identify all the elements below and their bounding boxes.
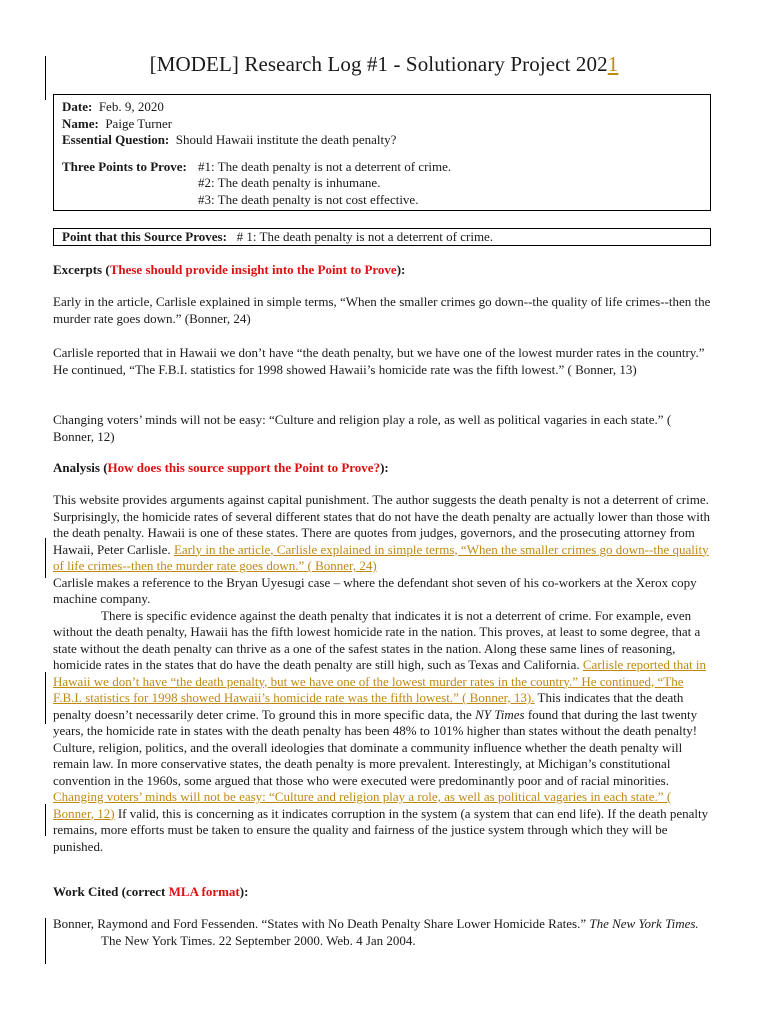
works-cited-entry: Bonner, Raymond and Ford Fessenden. “States with No Death Penalty Share Lower Homicide Rates.” The New York Times. The New York Times. 22 September 2000. Web. 4 Jan 2004. xyxy=(53,916,699,948)
name-value: Paige Turner xyxy=(105,115,173,131)
source-point-label: Point that this Source Proves: xyxy=(62,229,227,244)
excerpt-item: Changing voters’ minds will not be easy: “Culture and religion play a role, as well as political vagaries in each state.” ( Bonner, 12) xyxy=(53,412,672,444)
essential-question-label: Essential Question: xyxy=(62,132,170,147)
date-label: Date: xyxy=(62,99,93,114)
change-bar xyxy=(45,672,46,724)
analysis-heading: Analysis (How does this source support the Point to Prove?): xyxy=(53,460,389,475)
excerpt-item: Carlisle reported that in Hawaii we don’t have “the death penalty, but we have one of the lowest murder rates in the country.” He continued, “The F.B.I. statistics for 1998 showed Hawaii’s homicide rate was the fifth lowest.” ( Bonner, 13) xyxy=(53,345,705,377)
title-accent: 1 xyxy=(607,52,619,76)
works-cited-heading: Work Cited (correct MLA format): xyxy=(53,884,249,899)
analysis-paragraph: Carlisle makes a reference to the Bryan Uyesugi case – where the defendant shot seven of his co-workers at the Xerox copy machine company. xyxy=(53,574,697,606)
name-label: Name: xyxy=(62,115,99,131)
excerpt-item: Early in the article, Carlisle explained in simple terms, “When the smaller crimes go down--the quality of life crimes--then the murder rate goes down.” (Bonner, 24) xyxy=(53,294,711,326)
analysis-paragraph: There is specific evidence against the death penalty that indicates it is not a deterrent of crime. For example, even without the death penalty, Hawaii has the fifth lowest homicide rate in the nation. This proves, at least to some degree, that a state without the death penalty can thrive as a one of the safest states in the nation. Along these same lines of reasoning, homicide rates in the states that do have the death penalty are still high, such as Texas and California. Carlisle reported that in Hawaii we don’t have “the death penalty, but we have one of the lowest murder rates in the country.” He continued, “The F.B.I. statistics for 1998 showed Hawaii’s homicide rate was the fifth lowest.” ( Bonner, 13). This indicates that the death penalty doesn’t necessarily deter crime. To ground this in more specific data, the NY Times found that during the last twenty years, the homicide rate in states with the death penalty has been 48% to 101% higher than states without the death penalty! xyxy=(53,607,706,738)
info-box xyxy=(53,94,711,211)
source-point-box xyxy=(53,228,711,246)
point-item: #1: The death penalty is not a deterrent of crime. xyxy=(198,158,452,174)
essential-question-value: Should Hawaii institute the death penalty? xyxy=(175,132,397,147)
analysis-body xyxy=(53,492,713,855)
page-title xyxy=(0,52,768,77)
change-bar xyxy=(45,538,46,578)
analysis-paragraph: This website provides arguments against capital punishment. The author suggests the death penalty is not a deterrent of crime. Surprisingly, the homicide rates of several different states that do not have the death penalty are actually lower than those with the death penalty. Hawaii is one of these states. There are quotes from judges, governors, and the prosecuting attorney from Hawaii, Peter Carlisle. Early in the article, Carlisle explained in simple terms, “When the smaller crimes go down--the quality of life crimes--then the murder rate goes down.” ( Bonner, 24) xyxy=(53,492,711,573)
change-bar xyxy=(45,918,46,964)
source-point-value: # 1: The death penalty is not a deterrent of crime. xyxy=(236,229,494,244)
point-item: #2: The death penalty is inhumane. xyxy=(198,175,381,190)
change-bar xyxy=(45,804,46,836)
points-label: Three Points to Prove: xyxy=(62,158,187,174)
highlighted-quote: Carlisle reported that in Hawaii we don’t have “the death penalty, but we have one of the lowest murder rates in the country.” He continued, “The F.B.I. statistics for 1998 showed Hawaii’s homicide rate was the fifth lowest.” ( Bonner, 13). xyxy=(53,657,706,705)
title-text: [MODEL] Research Log #1 - Solutionary Project 202 xyxy=(149,52,608,76)
point-item: #3: The death penalty is not cost effective. xyxy=(198,191,419,207)
highlighted-quote: Changing voters’ minds will not be easy: “Culture and religion play a role, as well as political vagaries in each state.” ( Bonner, 12) xyxy=(53,789,672,821)
highlighted-quote: Early in the article, Carlisle explained in simple terms, “When the smaller crimes go down--the quality of life crimes--then the murder rate goes down.” ( Bonner, 24) xyxy=(53,541,709,573)
excerpts-heading: Excerpts (These should provide insight into the Point to Prove): xyxy=(53,262,406,277)
analysis-paragraph: Culture, religion, politics, and the overall ideologies that dominate a community influence whether the death penalty will remain law. In more conservative states, the death penalty is more prevalent. Interestingly, at Michigan’s constitutional convention in the 1960s, some argued that those who were executed were predominantly poor and of racial minorities. Changing voters’ minds will not be easy: “Culture and religion play a role, as well as political vagaries in each state.” ( Bonner, 12) If valid, this is concerning as it indicates corruption in the system (a system that can end life). If the death penalty remains, more efforts must be taken to ensure the quality and fairness of the justice system through which they will be punished. xyxy=(53,739,709,854)
date-value: Feb. 9, 2020 xyxy=(98,99,164,114)
